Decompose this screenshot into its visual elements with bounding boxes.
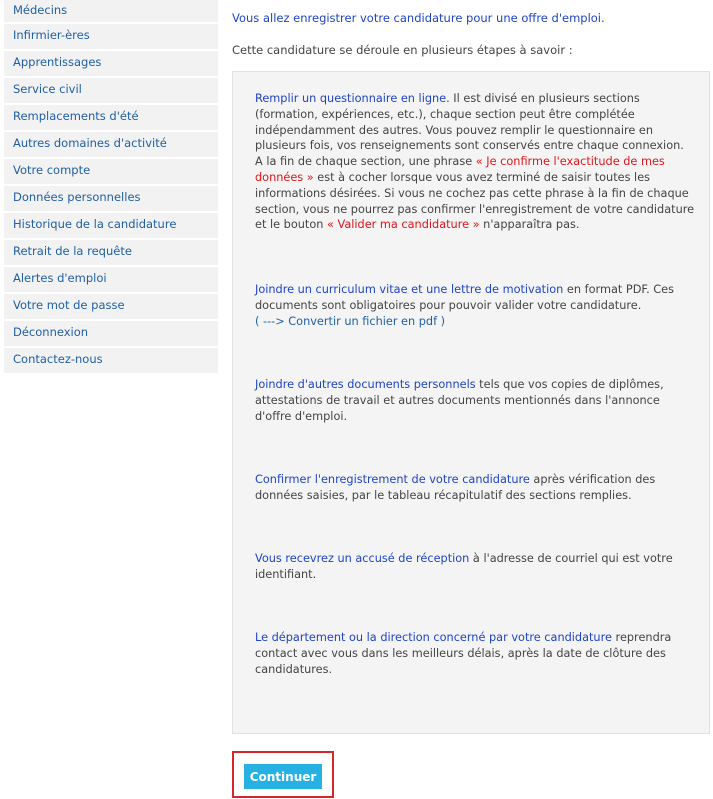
sidebar-item-contactez-nous[interactable]: Contactez-nous — [4, 348, 218, 373]
step-confirm-link[interactable]: Confirmer l'enregistrement de votre candidature — [255, 473, 530, 486]
step-receipt-link[interactable]: Vous recevrez un accusé de réception — [255, 552, 470, 565]
step-text: en format PDF. Ces documents sont obligatoires pour pouvoir valider votre candidature. — [255, 283, 674, 312]
step-cv-link[interactable]: Joindre un curriculum vitae et une lettre de motivation — [255, 283, 564, 296]
step-text: Il est divisé en plusieurs sections (formation, expériences, etc.), chaque section peut être complétée indépendamment des autres. Vous pouvez remplir le questionnaire en plusieurs fois, vos renseignements sont conservés entre chaque connexion. A la fin de chaque section, une phrase — [255, 92, 684, 169]
validate-phrase: « Valider ma candidature » — [327, 218, 480, 232]
step-text: tels que vos copies de diplômes, attestations de travail et autres documents mentionnés dans l'annonce d'offre d'emploi. — [255, 378, 664, 423]
sidebar-item-remplacements-ete[interactable]: Remplacements d'été — [4, 105, 218, 130]
step-text: reprendra contact avec vous dans les meilleurs délais, après la date de clôture des candidatures. — [255, 631, 672, 676]
sidebar-item-medecins[interactable]: Médecins — [4, 0, 218, 22]
sidebar-item-mot-de-passe[interactable]: Votre mot de passe — [4, 294, 218, 319]
sidebar-item-deconnexion[interactable]: Déconnexion — [4, 321, 218, 346]
sidebar-item-votre-compte[interactable]: Votre compte — [4, 159, 218, 184]
step-contact — [255, 630, 695, 677]
sidebar-item-donnees-personnelles[interactable]: Données personnelles — [4, 186, 218, 211]
sidebar-nav — [4, 0, 218, 375]
step-questionnaire — [255, 91, 695, 233]
step-documents-link[interactable]: Joindre d'autres documents personnels — [255, 378, 476, 391]
confirm-phrase: « Je confirme l'exactitude de mes données » — [255, 155, 665, 184]
convert-pdf-link[interactable]: ( ---> Convertir un fichier en pdf ) — [255, 314, 446, 328]
intro-heading: Vous allez enregistrer votre candidature pour une offre d'emploi. — [232, 11, 605, 25]
step-documents — [255, 377, 695, 424]
step-text: n'apparaîtra pas. — [479, 218, 580, 232]
step-text: après vérification des données saisies, par le tableau récapitulatif des sections remplies. — [255, 473, 656, 502]
step-receipt — [255, 551, 695, 583]
sidebar-item-infirmier-eres[interactable]: Infirmier-ères — [4, 24, 218, 49]
continue-focus-frame — [232, 751, 334, 798]
continue-button[interactable]: Continuer — [244, 764, 322, 789]
step-cv — [255, 282, 695, 329]
sidebar-item-historique[interactable]: Historique de la candidature — [4, 213, 218, 238]
sidebar-item-service-civil[interactable]: Service civil — [4, 78, 218, 103]
step-questionnaire-link[interactable]: Remplir un questionnaire en ligne. — [255, 92, 450, 105]
step-contact-link[interactable]: Le département ou la direction concerné par votre candidature — [255, 631, 612, 644]
step-confirm — [255, 472, 695, 504]
sidebar-item-autres-domaines[interactable]: Autres domaines d'activité — [4, 132, 218, 157]
sidebar-item-apprentissages[interactable]: Apprentissages — [4, 51, 218, 76]
intro-text: Cette candidature se déroule en plusieurs étapes à savoir : — [232, 43, 573, 57]
sidebar-item-alertes-emploi[interactable]: Alertes d'emploi — [4, 267, 218, 292]
step-text: est à cocher lorsque vous avez terminé de saisir toutes les informations désirées. Si vous ne cochez pas cette phrase à la fin de chaque section, vous ne pourrez pas confirmer l'enregistrement de votre candidature et le bouton — [255, 170, 695, 232]
step-text: à l'adresse de courriel qui est votre identifiant. — [255, 552, 673, 581]
sidebar-item-retrait-requete[interactable]: Retrait de la requête — [4, 240, 218, 265]
steps-panel — [232, 71, 710, 734]
